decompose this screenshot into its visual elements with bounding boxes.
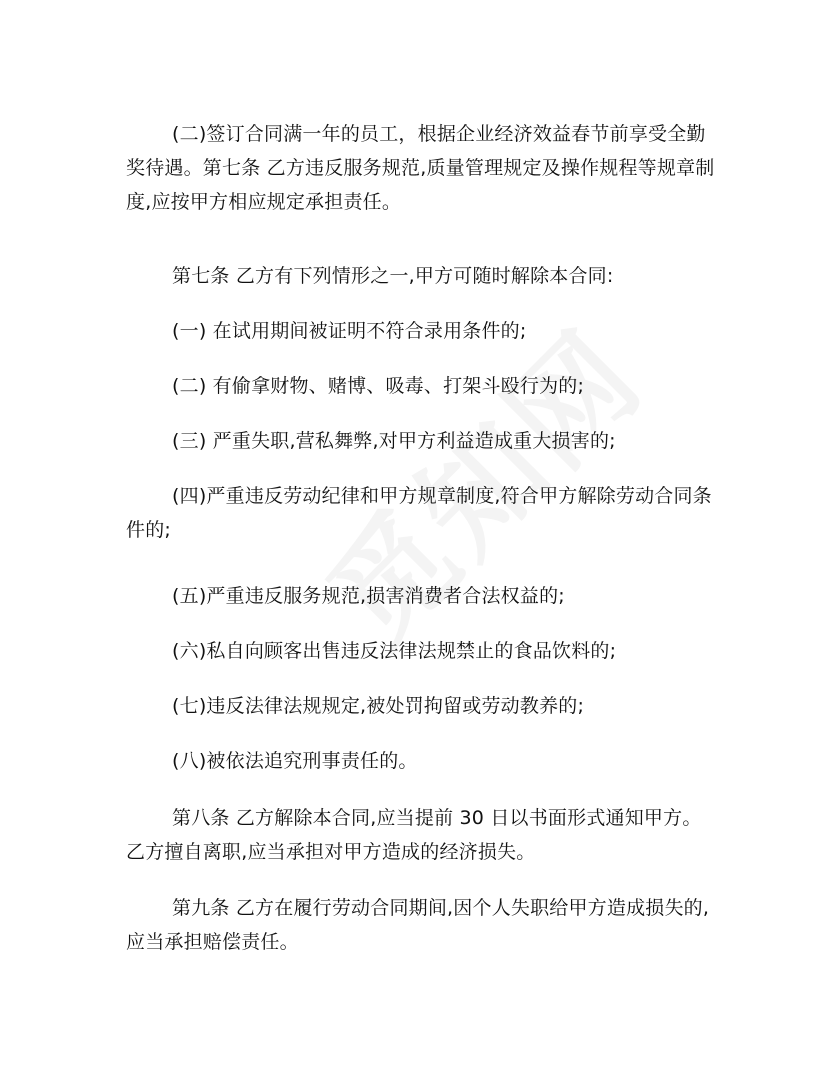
paragraph-11: 第八条 乙方解除本合同,应当提前 30 日以书面形式通知甲方。乙方擅自离职,应当承担对甲方造成的经济损失。 [126,807,702,863]
paragraph-7: (五)严重违反服务规范,损害消费者合法权益的; [172,585,565,607]
paragraph-8: (六)私自向顾客出售违反法律法规禁止的食品饮料的; [172,640,617,662]
paragraph-9: (七)违反法律法规规定,被处罚拘留或劳动教养的; [172,695,585,717]
paragraph-1: (二)签订合同满一年的员工，根据企业经济效益春节前享受全勤奖待遇。第七条 乙方违反服务规范,质量管理规定及操作规程等规章制度,应按甲方相应规定承担责任。 [126,123,715,213]
paragraph-10: (八)被依法追究刑事责任的。 [172,750,418,772]
paragraph-5: (三) 严重失职,营私舞弊,对甲方利益造成重大损害的; [172,430,616,452]
paragraph-3: (一) 在试用期间被证明不符合录用条件的; [172,320,527,342]
paragraph-6: (四)严重违反劳动纪律和甲方规章制度,符合甲方解除劳动合同条件的; [126,485,712,541]
paragraph-2: 第七条 乙方有下列情形之一,甲方可随时解除本合同: [172,265,614,287]
paragraph-12: 第九条 乙方在履行劳动合同期间,因个人失职给甲方造成损失的,应当承担赔偿责任。 [126,897,710,953]
paragraph-4: (二) 有偷拿财物、赌博、吸毒、打架斗殴行为的; [172,375,585,397]
